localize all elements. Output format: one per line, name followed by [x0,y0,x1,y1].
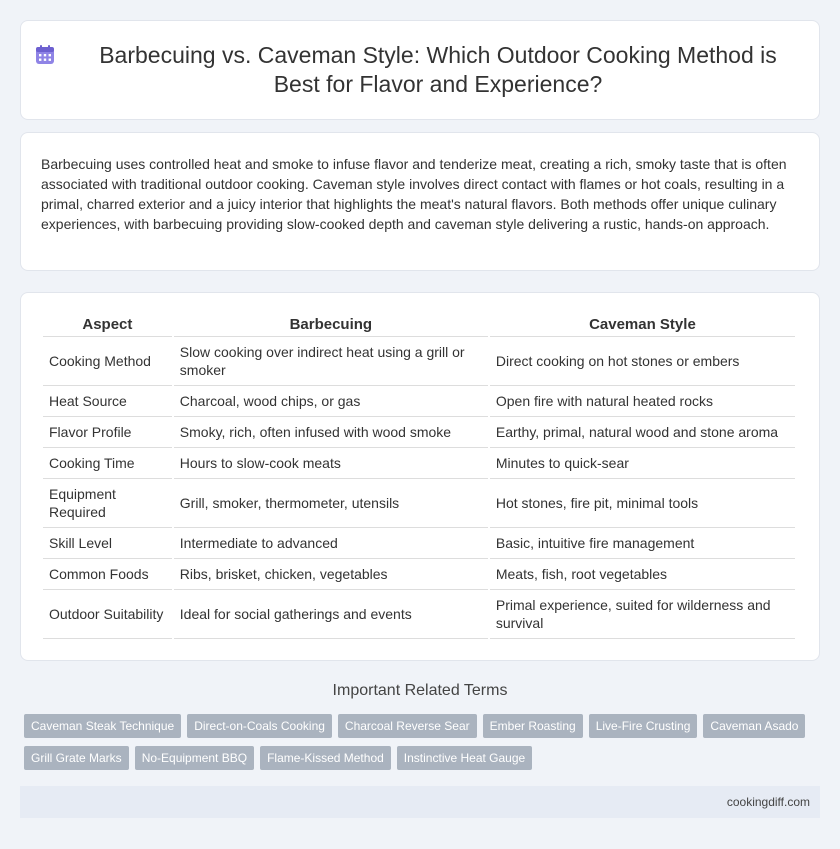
table-row [43,479,795,528]
comparison-card [20,292,820,661]
cell-barbecuing: Grill, smoker, thermometer, utensils [174,479,488,528]
cell-caveman: Earthy, primal, natural wood and stone aroma [490,417,795,448]
tag-link[interactable]: Caveman Steak Technique [24,714,181,738]
tag-link[interactable]: Charcoal Reverse Sear [338,714,477,738]
header-barbecuing: Barbecuing [174,309,488,337]
tag-link[interactable]: Direct-on-Coals Cooking [187,714,332,738]
cell-caveman: Primal experience, suited for wilderness and survival [490,590,795,639]
tag-link[interactable]: Flame-Kissed Method [260,746,391,770]
cell-barbecuing: Ribs, brisket, chicken, vegetables [174,559,488,590]
footer [20,786,820,818]
cell-aspect: Cooking Method [43,337,172,386]
cell-aspect: Cooking Time [43,448,172,479]
tag-link[interactable]: Grill Grate Marks [24,746,129,770]
cell-barbecuing: Smoky, rich, often infused with wood smoke [174,417,488,448]
cell-barbecuing: Intermediate to advanced [174,528,488,559]
table-row [43,590,795,639]
tag-link[interactable]: Ember Roasting [483,714,583,738]
cell-barbecuing: Slow cooking over indirect heat using a grill or smoker [174,337,488,386]
cell-aspect: Outdoor Suitability [43,590,172,639]
cell-caveman: Direct cooking on hot stones or embers [490,337,795,386]
cell-barbecuing: Charcoal, wood chips, or gas [174,386,488,417]
table-row [43,386,795,417]
table-header-row [43,309,795,337]
calendar-icon [33,43,57,67]
tag-link[interactable]: Caveman Asado [703,714,805,738]
title-wrap [45,41,795,99]
cell-aspect: Skill Level [43,528,172,559]
table-row [43,417,795,448]
cell-barbecuing: Ideal for social gatherings and events [174,590,488,639]
cell-caveman: Basic, intuitive fire management [490,528,795,559]
page-title: Barbecuing vs. Caveman Style: Which Outdoor Cooking Method is Best for Flavor and Experience? [99,42,777,97]
table-row [43,337,795,386]
header-caveman: Caveman Style [490,309,795,337]
table-row [43,448,795,479]
table-row [43,559,795,590]
header-aspect: Aspect [43,309,172,337]
comparison-table [41,309,797,639]
cell-aspect: Equipment Required [43,479,172,528]
cell-caveman: Open fire with natural heated rocks [490,386,795,417]
tag-link[interactable]: Live-Fire Crusting [589,714,698,738]
cell-caveman: Minutes to quick-sear [490,448,795,479]
cell-aspect: Heat Source [43,386,172,417]
cell-barbecuing: Hours to slow-cook meats [174,448,488,479]
table-row [43,528,795,559]
intro-paragraph: Barbecuing uses controlled heat and smoke to infuse flavor and tenderize meat, creating a rich, smoky taste that is often associated with traditional outdoor cooking. Caveman style involves direct contact with flames or hot coals, resulting in a primal, charred exterior and a juicy interior that highlights the meat's natural flavors. Both methods offer unique culinary experiences, with barbecuing providing slow-cooked depth and caveman style delivering a rustic, hands-on approach. [41,156,787,232]
cell-caveman: Meats, fish, root vegetables [490,559,795,590]
footer-site-link[interactable]: cookingdiff.com [726,795,810,809]
intro-card [20,132,820,271]
cell-caveman: Hot stones, fire pit, minimal tools [490,479,795,528]
title-card [20,20,820,120]
tag-link[interactable]: Instinctive Heat Gauge [397,746,532,770]
cell-aspect: Common Foods [43,559,172,590]
tag-link[interactable]: No-Equipment BBQ [135,746,254,770]
related-terms-list [24,714,820,770]
related-terms-heading: Important Related Terms [332,682,508,699]
cell-aspect: Flavor Profile [43,417,172,448]
